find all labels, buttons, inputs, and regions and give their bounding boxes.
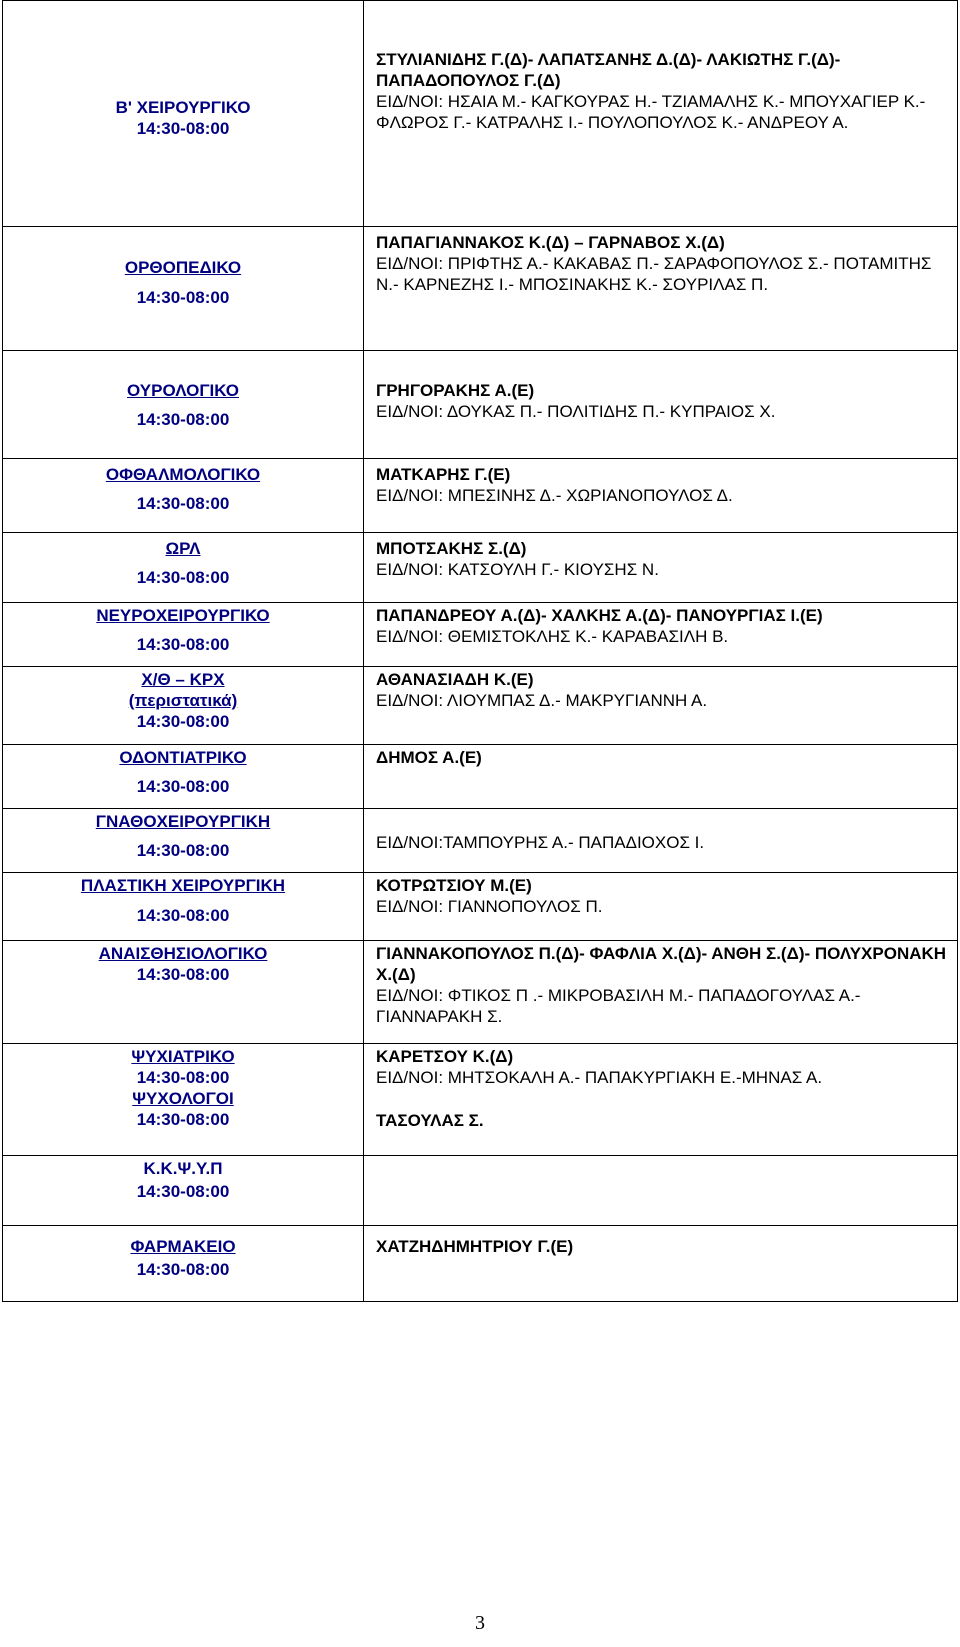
staff-cell [364, 667, 958, 745]
staff-cell [364, 1, 958, 227]
table-row [3, 1226, 958, 1302]
shift-time: 14:30-08:00 [136, 1182, 230, 1201]
table-row [3, 1044, 958, 1156]
staff-cell [364, 227, 958, 351]
senior-doctors: ΠΑΠΑΝΔΡΕΟΥ Α.(Δ)- ΧΑΛΚΗΣ Α.(Δ)- ΠΑΝΟΥΡΓΙΑΣ Ι.(Ε) [376, 606, 823, 625]
department-name: ΑΝΑΙΣΘΗΣΙΟΛΟΓΙΚΟ [98, 944, 268, 963]
department-cell [3, 603, 364, 667]
department-cell [3, 1226, 364, 1302]
shift-time: 14:30-08:00 [136, 1260, 230, 1279]
department-name: ΩΡΛ [165, 539, 201, 558]
department-name: ΨΥΧΙΑΤΡΙΚΟ [131, 1047, 235, 1066]
residents: ΕΙΔ/ΝΟΙ: ΘΕΜΙΣΤΟΚΛΗΣ Κ.- ΚΑΡΑΒΑΣΙΛΗ Β. [376, 627, 729, 646]
department-cell [3, 1, 364, 227]
residents: ΕΙΔ/ΝΟΙ: ΜΠΕΣΙΝΗΣ Δ.- ΧΩΡΙΑΝΟΠΟΥΛΟΣ Δ. [376, 486, 733, 505]
senior-doctors: ΔΗΜΟΣ Α.(Ε) [376, 748, 482, 767]
staff-cell [364, 1044, 958, 1156]
table-row [3, 351, 958, 459]
department-name: ΟΡΘΟΠΕΔΙΚΟ [124, 258, 242, 277]
table-row [3, 941, 958, 1044]
department-name: ΟΥΡΟΛΟΓΙΚΟ [127, 381, 239, 400]
department-name: ΟΦΘΑΛΜΟΛΟΓΙΚΟ [105, 465, 261, 484]
residents: ΕΙΔ/ΝΟΙ: ΗΣΑΙΑ Μ.- ΚΑΓΚΟΥΡΑΣ Η.- ΤΖΙΑΜΑΛΗΣ Κ.- ΜΠΟΥΧΑΓΙΕΡ Κ.- ΦΛΩΡΟΣ Γ.- ΚΑΤΡΑΛΗΣ Ι.- ΠΟΥΛΟΠΟΥΛΟΣ Κ.- ΑΝΔΡΕΟΥ Α. [376, 92, 926, 132]
table-row [3, 809, 958, 873]
staff-cell [364, 873, 958, 941]
residents: ΕΙΔ/ΝΟΙ:ΤΑΜΠΟΥΡΗΣ Α.- ΠΑΠΑΔΙΟΧΟΣ Ι. [376, 833, 705, 852]
shift-time: 14:30-08:00 [136, 965, 230, 984]
residents: ΕΙΔ/ΝΟΙ: ΚΑΤΣΟΥΛΗ Γ.- ΚΙΟΥΣΗΣ Ν. [376, 560, 659, 579]
department-name: Κ.Κ.Ψ.Υ.Π [143, 1159, 223, 1178]
department-name: ΝΕΥΡΟΧΕΙΡΟΥΡΓΙΚΟ [96, 606, 270, 625]
staff-cell [364, 1226, 958, 1302]
department-name: Β' ΧΕΙΡΟΥΡΓΙΚΟ [115, 98, 251, 117]
shift-time: 14:30-08:00 [136, 906, 230, 925]
staff-cell [364, 459, 958, 533]
page-number: 3 [475, 1612, 485, 1634]
senior-doctors: ΣΤΥΛΙΑΝΙΔΗΣ Γ.(Δ)- ΛΑΠΑΤΣΑΝΗΣ Δ.(Δ)- ΛΑΚΙΩΤΗΣ Γ.(Δ)- ΠΑΠΑΔΟΠΟΥΛΟΣ Γ.(Δ) [376, 50, 841, 90]
department-cell [3, 351, 364, 459]
shift-time: 14:30-08:00 [136, 288, 230, 307]
staff-cell [364, 603, 958, 667]
shift-time: 14:30-08:00 [136, 568, 230, 587]
department-cell [3, 745, 364, 809]
department-cell [3, 227, 364, 351]
shift-time: 14:30-08:00 [136, 494, 230, 513]
department-name: ΨΥΧΟΛΟΓΟΙ [132, 1089, 234, 1108]
senior-doctors: ΠΑΠΑΓΙΑΝΝΑΚΟΣ Κ.(Δ) – ΓΑΡΝΑΒΟΣ Χ.(Δ) [376, 233, 725, 252]
department-name: Χ/Θ – ΚΡΧ [141, 670, 225, 689]
senior-doctors: ΧΑΤΖΗΔΗΜΗΤΡΙΟΥ Γ.(Ε) [376, 1237, 574, 1256]
department-name: ΦΑΡΜΑΚΕΙΟ [130, 1237, 236, 1256]
staff-cell [364, 351, 958, 459]
department-cell [3, 809, 364, 873]
senior-doctors: ΜΑΤΚΑΡΗΣ Γ.(Ε) [376, 465, 511, 484]
residents: ΕΙΔ/ΝΟΙ: ΛΙΟΥΜΠΑΣ Δ.- ΜΑΚΡΥΓΙΑΝΝΗ Α. [376, 691, 708, 710]
shift-time: 14:30-08:00 [136, 712, 230, 731]
senior-doctors: ΤΑΣΟΥΛΑΣ Σ. [376, 1111, 484, 1130]
shift-time: 14:30-08:00 [136, 777, 230, 796]
staff-cell [364, 809, 958, 873]
shift-time: 14:30-08:00 [136, 1068, 230, 1087]
department-cell [3, 1044, 364, 1156]
residents: ΕΙΔ/ΝΟΙ: ΦΤΙΚΟΣ Π .- ΜΙΚΡΟΒΑΣΙΛΗ Μ.- ΠΑΠΑΔΟΓΟΥΛΑΣ Α.- ΓΙΑΝΝΑΡΑΚΗ Σ. [376, 986, 861, 1026]
shift-time: 14:30-08:00 [136, 410, 230, 429]
shift-time: 14:30-08:00 [136, 635, 230, 654]
department-cell [3, 941, 364, 1044]
department-name: ΟΔΟΝΤΙΑΤΡΙΚΟ [119, 748, 247, 767]
staff-cell [364, 745, 958, 809]
residents: ΕΙΔ/ΝΟΙ: ΜΗΤΣΟΚΑΛΗ Α.- ΠΑΠΑΚΥΡΓΙΑΚΗ Ε.-ΜΗΝΑΣ Α. [376, 1068, 823, 1087]
department-cell [3, 667, 364, 745]
senior-doctors: ΚΑΡΕΤΣΟΥ Κ.(Δ) [376, 1047, 514, 1066]
table-row [3, 745, 958, 809]
shift-time: 14:30-08:00 [136, 119, 230, 138]
senior-doctors: ΑΘΑΝΑΣΙΑΔΗ Κ.(Ε) [376, 670, 534, 689]
residents: ΕΙΔ/ΝΟΙ: ΔΟΥΚΑΣ Π.- ΠΟΛΙΤΙΔΗΣ Π.- ΚΥΠΡΑΙΟΣ Χ. [376, 402, 776, 421]
table-row [3, 533, 958, 603]
department-name: ΠΛΑΣΤΙΚΗ ΧΕΙΡΟΥΡΓΙΚΗ [80, 876, 286, 895]
department-cell [3, 1156, 364, 1226]
senior-doctors: ΓΡΗΓΟΡΑΚΗΣ Α.(Ε) [376, 381, 535, 400]
residents: ΕΙΔ/ΝΟΙ: ΠΡΙΦΤΗΣ Α.- ΚΑΚΑΒΑΣ Π.- ΣΑΡΑΦΟΠΟΥΛΟΣ Σ.- ΠΟΤΑΜΙΤΗΣ Ν.- ΚΑΡΝΕΖΗΣ Ι.- ΜΠΟΣΙΝΑΚΗΣ Κ.- ΣΟΥΡΙΛΑΣ Π. [376, 254, 932, 294]
department-cell [3, 459, 364, 533]
on-call-roster-table [2, 0, 958, 1302]
department-note: (περιστατικά) [128, 691, 238, 710]
staff-cell [364, 941, 958, 1044]
staff-cell [364, 1156, 958, 1226]
table-row [3, 603, 958, 667]
department-cell [3, 533, 364, 603]
table-row [3, 1, 958, 227]
shift-time: 14:30-08:00 [136, 841, 230, 860]
table-row [3, 1156, 958, 1226]
residents: ΕΙΔ/ΝΟΙ: ΓΙΑΝΝΟΠΟΥΛΟΣ Π. [376, 897, 603, 916]
senior-doctors: ΜΠΟΤΣΑΚΗΣ Σ.(Δ) [376, 539, 527, 558]
table-row [3, 459, 958, 533]
department-cell [3, 873, 364, 941]
staff-cell [364, 533, 958, 603]
senior-doctors: ΓΙΑΝΝΑΚΟΠΟΥΛΟΣ Π.(Δ)- ΦΑΦΛΙΑ Χ.(Δ)- ΑΝΘΗ Σ.(Δ)- ΠΟΛΥΧΡΟΝΑΚΗ Χ.(Δ) [376, 944, 947, 984]
shift-time: 14:30-08:00 [136, 1110, 230, 1129]
department-name: ΓΝΑΘΟΧΕΙΡΟΥΡΓΙΚΗ [95, 812, 271, 831]
table-row [3, 667, 958, 745]
senior-doctors: ΚΟΤΡΩΤΣΙΟΥ Μ.(Ε) [376, 876, 532, 895]
table-row [3, 227, 958, 351]
table-row [3, 873, 958, 941]
